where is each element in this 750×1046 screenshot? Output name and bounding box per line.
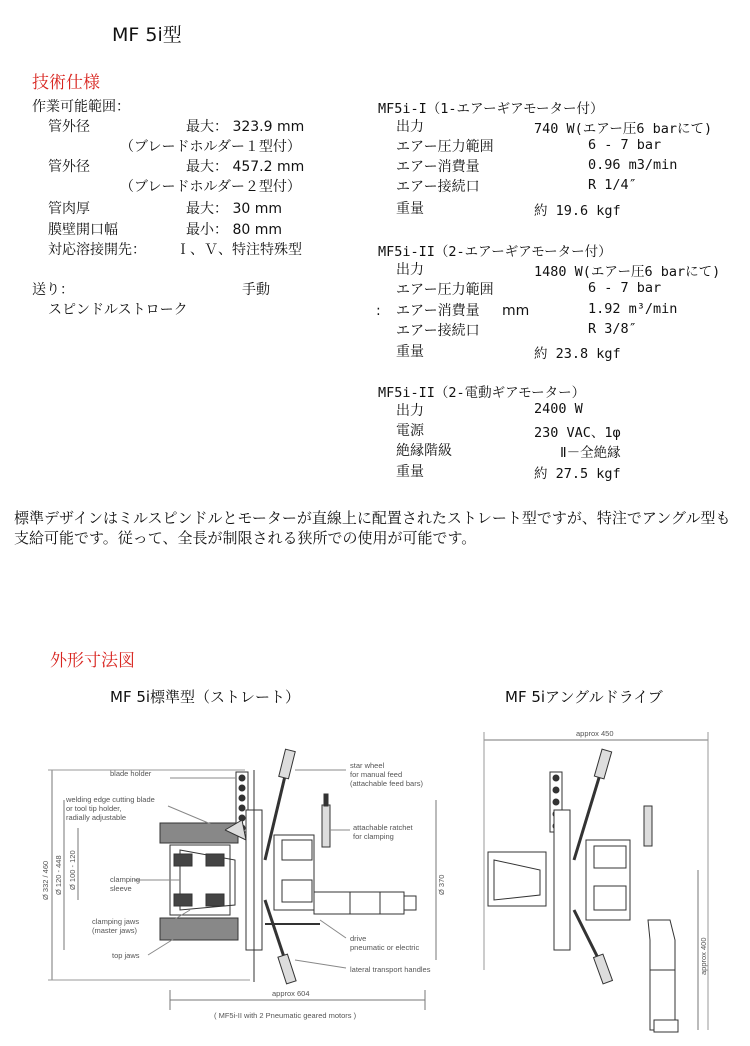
spec-label: 出力 [396,119,424,135]
spec-value: 最大： 457.2 mm [186,159,305,175]
label-dim-370: Ø 370 [437,874,446,895]
label-star-wheel-1: star wheel [350,761,385,770]
spec-label: 出力 [396,262,424,278]
label-ratchet-2: for clamping [353,832,394,841]
spec-value: 6 - 7 bar [588,137,662,153]
label-blade-holder: blade holder [110,769,152,778]
spec-heading: 技術仕様 [32,73,100,93]
spec-label: 重量 [396,464,424,480]
label-drive-1: drive [350,934,367,943]
spec-label: 出力 [396,403,424,419]
label-clamping-jaws-1: clamping jaws [92,917,140,926]
spec-label: 管外径 [48,159,90,175]
fig-right-title: MF 5iアングルドライブ [505,688,663,706]
spec-value: 最大： 30 mm [186,201,282,217]
model-heading: MF5i-II（2-電動ギアモーター） [378,385,586,401]
spec-note: （ブレードホルダー２型付） [120,179,301,195]
spec-label: 管肉厚 [48,201,90,217]
spec-label: 絶縁階級 [396,443,452,459]
model-heading: MF5i-I（1-エアーギアモーター付） [378,101,604,117]
spec-value: R 1/4″ [588,177,637,193]
spec-value: 約 27.5 kgf [534,466,621,482]
spec-value: 6 - 7 bar [588,280,662,296]
spec-label: エアー接続口 [396,323,480,339]
model-heading: MF5i-II（2-エアーギアモーター付） [378,244,612,260]
spec-label: エアー消費量 [396,159,480,175]
label-lateral: lateral transport handles [350,965,431,974]
label-star-wheel-2: for manual feed [350,770,403,779]
label-drive-2: pneumatic or electric [350,943,420,952]
page-title: MF 5i型 [112,24,182,46]
spec-label: エアー接続口 [396,179,480,195]
spec-label: 管外径 [48,119,90,135]
label-top-jaws: top jaws [112,951,140,960]
feed-value: 手動 [242,282,270,298]
spec-value: 1.92 m³/min [588,301,678,317]
spec-label: 重量 [396,201,424,217]
spec-value: 740 W(エアー圧6 barにて) [534,121,713,137]
label-approx-604: approx 604 [272,989,310,998]
dim-heading: 外形寸法図 [50,651,135,671]
work-range-label: 作業可能範囲： [32,99,130,115]
label-star-wheel-3: (attachable feed bars) [350,779,423,788]
label-welding-1: welding edge cutting blade [66,795,155,804]
angle-drive-drawing [470,710,730,1040]
spec-value: 0.96 m3/min [588,157,678,173]
feed-label: 送り： [32,282,74,298]
spec-label: エアー消費量 [396,303,480,319]
spec-value: 230 VAC、1φ [534,425,621,441]
label-welding-3: radially adjustable [66,813,127,822]
label-clamping-sleeve-2: sleeve [110,884,132,893]
spec-label: 重量 [396,344,424,360]
spec-value: 最大： 323.9 mm [186,119,305,135]
spec-value: 約 23.8 kgf [534,346,621,362]
spec-value: R 3/8″ [588,321,637,337]
label-dim-332: Ø 332 / 460 [41,860,50,900]
spec-label: エアー圧力範囲 [396,282,494,298]
spec-label: 電源 [396,423,424,439]
label-ratchet-1: attachable ratchet [353,823,413,832]
stray-colon: : [376,303,381,319]
spec-value: 約 19.6 kgf [534,203,621,219]
label-clamping-jaws-2: (master jaws) [92,926,138,935]
spindle-label: スピンドルストローク [48,302,188,318]
spec-value: 1480 W(エアー圧6 barにて) [534,264,721,280]
label-dim-100: Ø 100 - 120 [68,850,77,890]
fig-left-title: MF 5i標準型（ストレート） [110,688,301,706]
spec-label: エアー圧力範囲 [396,139,494,155]
label-approx-400: approx 400 [699,937,708,975]
description-paragraph: 標準デザインはミルスピンドルとモーターが直線上に配置されたストレート型ですが、特注でアングル型も支給可能です。従って、全長が制限される狭所での使用が可能です。 [14,509,731,547]
spec-note: （ブレードホルダー１型付） [120,139,301,155]
label-clamping-sleeve-1: clamping [110,875,141,884]
label-welding-2: or tool tip holder, [66,804,122,813]
label-approx-450: approx 450 [576,729,614,738]
spec-value: 2400 W [534,401,583,417]
spec-value: Ｉ、Ｖ、特注特殊型 [176,242,302,258]
spec-value: Ⅱ－全絶縁 [560,445,621,461]
spec-value: 最小： 80 mm [186,222,282,238]
label-mf5i-note: ( MF5i-II with 2 Pneumatic geared motors ) [214,1011,357,1020]
label-dim-120: Ø 120 - 448 [54,855,63,895]
spec-label: 膜壁開口幅 [48,222,118,238]
stray-mm: mm [502,303,530,319]
straight-type-drawing [20,710,460,1030]
spec-label: 対応溶接開先： [48,242,146,258]
